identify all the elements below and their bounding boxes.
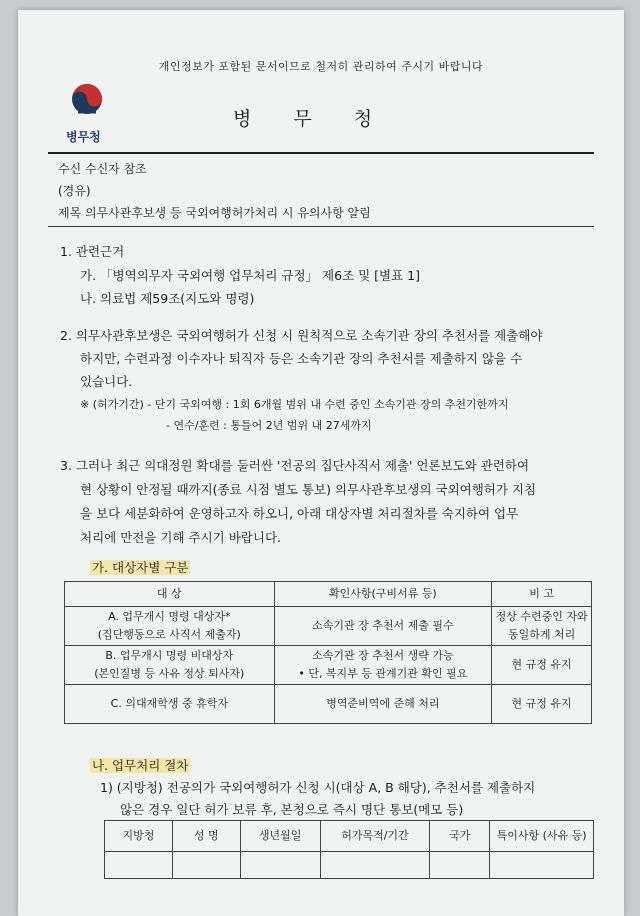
agency-title: 병무청 — [233, 108, 415, 130]
cell-empty — [105, 852, 173, 879]
privacy-notice: 개인정보가 포함된 문서이므로 철저히 관리하여 주시기 바랍니다 — [158, 60, 484, 73]
section-2-line-2: 하지만, 수련과정 이수자나 퇴직자 등은 소속기관 장의 추천서를 제출하지 않을 수 — [80, 351, 523, 366]
th-office: 지방청 — [105, 821, 173, 852]
section-1-b: 나. 의료법 제59조(지도와 명령) — [80, 291, 255, 306]
section-1-title: 1. 관련근거 — [60, 244, 125, 259]
period-note-1: ※ (허가기간) - 단기 국외여행 : 1회 6개월 범위 내 수련 중인 소속기관 장의 추천기한까지 — [80, 398, 509, 411]
th-purpose: 허가목적/기간 — [320, 821, 430, 852]
cell-empty — [490, 852, 594, 879]
cell-target: B. 업무개시 명령 비대상자 (본인질병 등 사유 정상 퇴사자) — [65, 646, 275, 685]
cell-check: 소속기관 장 추천서 생략 가능 • 단, 복지부 등 관계기관 확인 필요 — [274, 646, 492, 685]
table-row — [105, 852, 594, 879]
subsection-na-title — [90, 756, 190, 774]
th-target: 대 상 — [65, 582, 275, 607]
cell-note: 현 규정 유지 — [492, 685, 592, 724]
logo-text: 병무청 — [66, 130, 101, 144]
recipient: 수신 수신자 참조 — [58, 162, 147, 176]
cell-empty — [320, 852, 430, 879]
target-table-header — [65, 582, 592, 607]
th-check: 확인사항(구비서류 등) — [274, 582, 492, 607]
document-page — [18, 10, 624, 916]
via: (경유) — [58, 184, 91, 198]
cell-target: A. 업무개시 명령 대상자* (집단행동으로 사직서 제출자) — [65, 607, 275, 646]
subsection-na-text: 나. 업무처리 절차 — [92, 758, 189, 773]
table-row — [65, 685, 592, 724]
section-1-a: 가. 「병역의무자 국외여행 업무처리 규정」 제6조 및 [별표 1] — [80, 268, 420, 283]
section-3-line-2: 현 상황이 안정될 때까지(종료 시점 별도 통보) 의무사관후보생의 국외여행허가 지침 — [80, 482, 537, 497]
section-3-line-1: 3. 그러나 최근 의대정원 확대를 둘러싼 '전공의 집단사직서 제출' 언론보도와 관련하여 — [60, 458, 530, 473]
report-table — [104, 820, 594, 879]
cell-note: 정상 수련중인 자와 동일하게 처리 — [492, 607, 592, 646]
th-birth: 생년월일 — [240, 821, 320, 852]
th-name: 성 명 — [172, 821, 240, 852]
cell-check: 소속기관 장 추천서 제출 필수 — [274, 607, 492, 646]
section-2-line-3: 있습니다. — [80, 374, 133, 389]
cell-empty — [430, 852, 490, 879]
table-row — [65, 646, 592, 685]
cell-note: 현 규정 유지 — [492, 646, 592, 685]
header-divider — [48, 152, 594, 154]
subsection-ga-title — [90, 558, 190, 576]
th-country: 국가 — [430, 821, 490, 852]
period-note-2: - 연수/훈련 : 통틀어 2년 범위 내 27세까지 — [166, 419, 372, 432]
cell-target: C. 의대재학생 중 휴학자 — [65, 685, 275, 724]
th-remarks: 특이사항 (사유 등) — [490, 821, 594, 852]
section-2-line-1: 2. 의무사관후보생은 국외여행허가 신청 시 원칙적으로 소속기관 장의 추천서를 제출해야 — [60, 328, 543, 343]
cell-check: 병역준비역에 준해 처리 — [274, 685, 492, 724]
subject-divider — [48, 226, 594, 227]
procedure-1-line-2: 않은 경우 일단 허가 보류 후, 본청으로 즉시 명단 통보(메모 등) — [120, 802, 464, 817]
report-table-header — [105, 821, 594, 852]
table-row — [65, 607, 592, 646]
cell-empty — [240, 852, 320, 879]
th-note: 비 고 — [492, 582, 592, 607]
procedure-1-line-1: 1) (지방청) 전공의가 국외여행허가 신청 시(대상 A, B 해당), 추천서를 제출하지 — [100, 780, 536, 795]
agency-logo-icon — [70, 82, 104, 126]
cell-empty — [172, 852, 240, 879]
section-3-line-3: 을 보다 세분화하여 운영하고자 하오니, 아래 대상자별 처리절차를 숙지하여 업무 — [80, 506, 519, 521]
subsection-ga-text: 가. 대상자별 구분 — [92, 560, 189, 575]
target-table — [64, 581, 592, 724]
subject: 제목 의무사관후보생 등 국외여행허가처리 시 유의사항 알림 — [58, 206, 371, 220]
section-3-line-4: 처리에 만전을 기해 주시기 바랍니다. — [80, 530, 281, 545]
